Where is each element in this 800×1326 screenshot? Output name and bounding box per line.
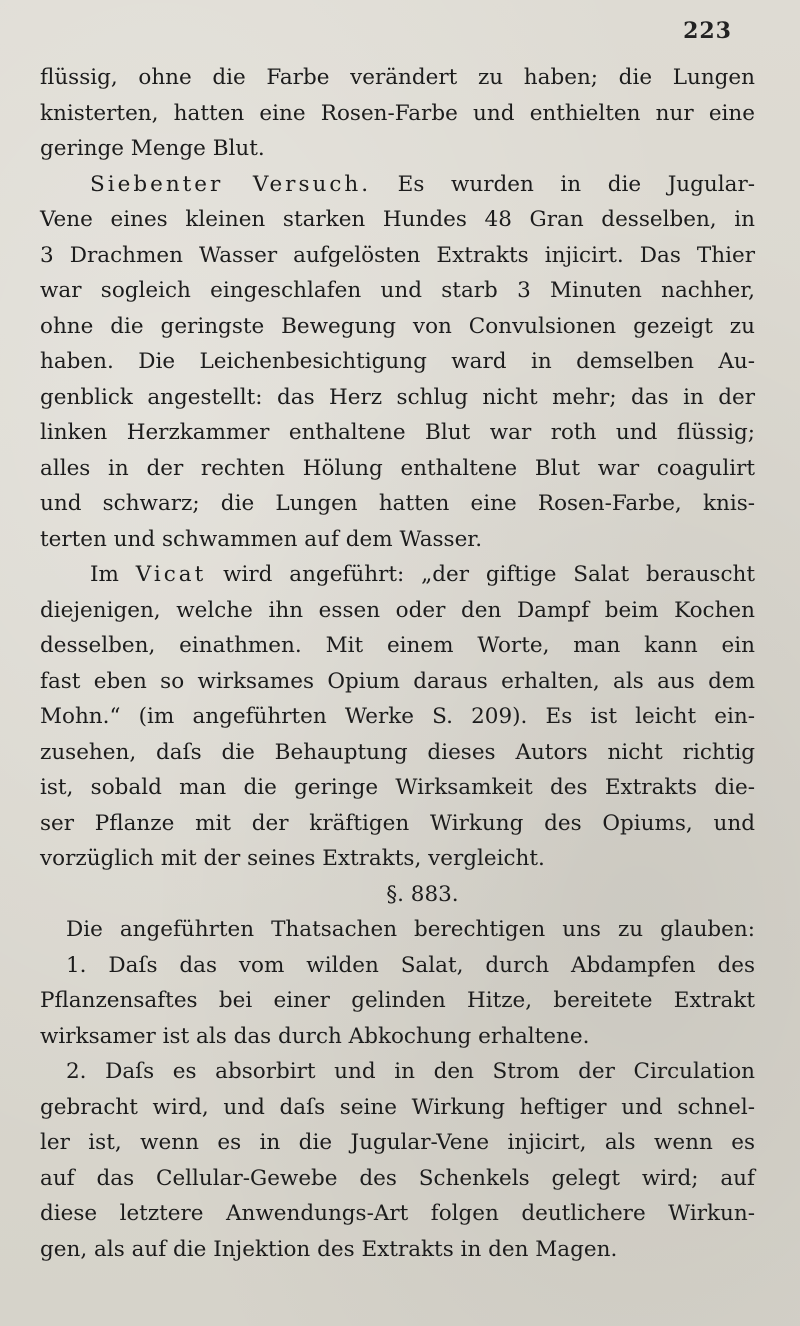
text-line: linken Herzkammer enthaltene Blut war roth und flüssig;: [40, 420, 755, 445]
section-number: §. 883.: [386, 881, 459, 907]
text-line: terten und schwammen auf dem Wasser.: [40, 526, 483, 552]
text-line: auf das Cellular-Gewebe des Schenkels gelegt wird; auf: [40, 1165, 755, 1191]
text-line: Vene eines kleinen starken Hundes 48 Gran desselben, in: [40, 207, 755, 232]
text-line: Die angeführten Thatsachen berechtigen uns zu glauben:: [66, 917, 755, 942]
text-line: genblick angestellt: das Herz schlug nicht mehr; das in der: [40, 384, 755, 410]
text-line: 3 Drachmen Wasser aufgelösten Extrakts injicirt. Das Thier: [40, 242, 755, 268]
text-line: und schwarz; die Lungen hatten eine Rosen-Farbe, knis-: [40, 491, 755, 516]
text-line: ler ist, wenn es in die Jugular-Vene injicirt, als wenn es: [40, 1130, 755, 1155]
body-text: [40, 60, 755, 1267]
text-line: Im Vicat wird angeführt: „der giftige Salat berauscht: [90, 562, 755, 587]
text-line: geringe Menge Blut.: [40, 136, 265, 161]
author-name: Vicat: [135, 562, 207, 587]
text-line: Siebenter Versuch. Es wurden in die Jugular-: [90, 171, 756, 197]
text-line: zusehen, daſs die Behauptung dieses Autors nicht richtig: [40, 739, 755, 765]
text-line: gen, als auf die Injektion des Extrakts in den Magen.: [40, 1236, 618, 1262]
text-line: diejenigen, welche ihn essen oder den Dampf beim Kochen: [40, 597, 755, 623]
text-line: gebracht wird, und daſs seine Wirkung heftiger und schnel-: [40, 1094, 755, 1120]
text-line: fast eben so wirksames Opium daraus erhalten, als aus dem: [40, 668, 755, 694]
text-line: haben. Die Leichenbesichtigung ward in demselben Au-: [40, 349, 755, 374]
text-line: 1. Daſs das vom wilden Salat, durch Abdampfen des: [66, 952, 755, 978]
page-number: 223: [683, 18, 732, 44]
text-line: vorzüglich mit der seines Extrakts, vergleicht.: [40, 846, 545, 871]
text-line: ser Pflanze mit der kräftigen Wirkung des Opiums, und: [40, 810, 755, 836]
text-line: 2. Daſs es absorbirt und in den Strom der Circulation: [66, 1059, 755, 1084]
text-line: Mohn.“ (im angeführten Werke S. 209). Es ist leicht ein-: [40, 704, 755, 729]
text-line: war sogleich eingeschlafen und starb 3 Minuten nachher,: [40, 278, 755, 303]
text-line: ist, sobald man die geringe Wirksamkeit des Extrakts die-: [40, 775, 755, 800]
text-line: flüssig, ohne die Farbe verändert zu haben; die Lungen: [40, 65, 755, 90]
text-line: desselben, einathmen. Mit einem Worte, man kann ein: [40, 633, 755, 658]
experiment-heading: Siebenter Versuch.: [90, 171, 372, 197]
text-line: wirksamer ist als das durch Abkochung erhaltene.: [40, 1023, 590, 1049]
text-line: Pflanzensaftes bei einer gelinden Hitze, bereitete Extrakt: [40, 988, 755, 1013]
text-line: diese letztere Anwendungs-Art folgen deutlichere Wirkun-: [40, 1201, 755, 1226]
text-line: ohne die geringste Bewegung von Convulsionen gezeigt zu: [40, 313, 755, 339]
text-line: alles in der rechten Hölung enthaltene Blut war coagulirt: [40, 455, 755, 481]
text-line: knisterten, hatten eine Rosen-Farbe und enthielten nur eine: [40, 100, 755, 126]
